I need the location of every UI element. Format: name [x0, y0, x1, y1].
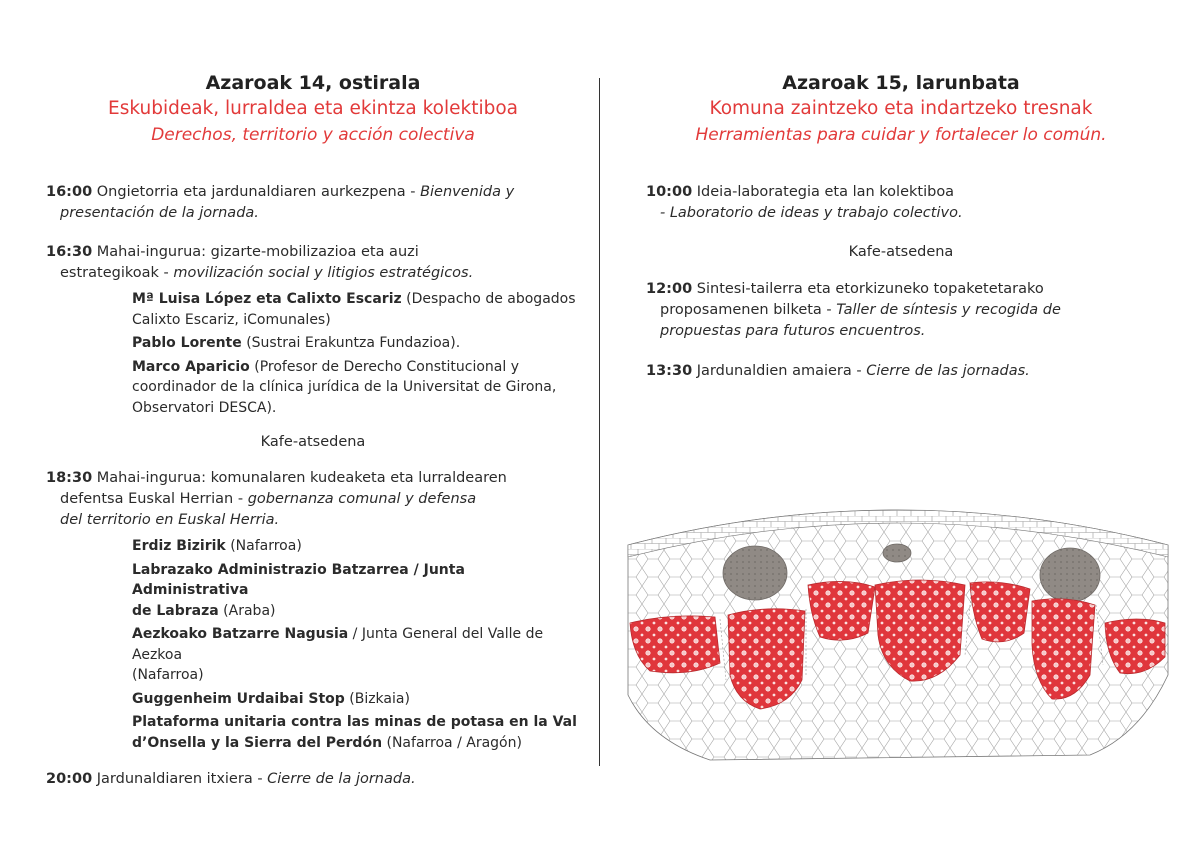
session-1000 — [646, 182, 1156, 224]
day-1-date: Azaroak 14, ostirala — [205, 72, 421, 94]
session-1830-speakers — [132, 536, 580, 753]
session-text-es: Bienvenida y — [420, 184, 515, 200]
speaker: Mª Luisa López eta Calixto Escariz (Despacho de abogados Calixto Escariz, iComunales) — [132, 291, 576, 328]
session-text-es-cont: propuestas para futuros encuentros. — [660, 323, 926, 339]
session-text-eu-cont: proposamenen bilketa - — [660, 302, 837, 318]
day-1-title-basque: Eskubideak, lurraldea eta ekintza kolektiboa — [108, 98, 518, 119]
session-time: 12:00 — [646, 281, 693, 297]
day-1-title-spanish: Derechos, territorio y acción colectiva — [151, 125, 475, 145]
speaker: Labrazako Administrazio Batzarrea / Junta Administrativa de Labraza (Araba) — [132, 561, 465, 619]
session-text-es: - Laboratorio de ideas y trabajo colectivo. — [660, 205, 963, 221]
session-text-eu: Mahai-ingurua: komunalaren kudeaketa eta lurraldearen — [92, 470, 507, 486]
day-2-title-basque: Komuna zaintzeko eta indartzeko tresnak — [709, 98, 1093, 119]
day-2-title-spanish: Herramientas para cuidar y fortalecer lo común. — [695, 125, 1107, 145]
speaker: Marco Aparicio (Profesor de Derecho Constitucional y coordinador de la clínica jurídica de la Universitat de Girona, Observatori DESCA). — [132, 358, 557, 416]
session-text-eu-cont: estrategikoak - — [60, 265, 174, 281]
session-text-es: movilización social y litigios estratégicos. — [173, 265, 474, 281]
session-1600 — [46, 182, 580, 224]
session-1630-speakers — [132, 289, 580, 418]
speaker: Guggenheim Urdaibai Stop (Bizkaia) — [132, 690, 410, 707]
session-text-es: gobernanza comunal y defensa — [247, 491, 477, 507]
session-text-es: Cierre de las jornadas. — [866, 363, 1030, 379]
session-text-es-cont: presentación de la jornada. — [60, 205, 259, 221]
session-text-eu: Ideia-laborategia eta lan kolektiboa — [692, 184, 955, 200]
session-text-es: Cierre de la jornada. — [267, 771, 416, 787]
day-2-date: Azaroak 15, larunbata — [782, 72, 1020, 94]
day-2-header — [646, 70, 1156, 148]
session-time: 20:00 — [46, 771, 93, 787]
session-time: 16:00 — [46, 184, 93, 200]
session-text-eu: Ongietorria eta jardunaldiaren aurkezpena - — [92, 184, 421, 200]
session-text-eu: Mahai-ingurua: gizarte-mobilizazioa eta auzi — [92, 244, 419, 260]
day-1-column — [46, 70, 580, 790]
speaker: Aezkoako Batzarre Nagusia / Junta General del Valle de Aezkoa (Nafarroa) — [132, 626, 544, 683]
coffee-break: Kafe-atsedena — [848, 244, 954, 260]
session-time: 18:30 — [46, 470, 93, 486]
plant-tissue-cross-section-icon — [620, 505, 1175, 767]
session-text-eu: Jardunaldien amaiera - — [692, 363, 867, 379]
session-text-es-cont: del territorio en Euskal Herria. — [60, 512, 280, 528]
plant-tissue-illustration — [620, 505, 1175, 771]
session-1630 — [46, 242, 580, 284]
session-text-eu: Jardunaldiaren itxiera - — [92, 771, 268, 787]
day-2-column — [646, 70, 1156, 382]
speaker: Erdiz Bizirik (Nafarroa) — [132, 538, 302, 554]
session-1330 — [646, 361, 1156, 382]
session-1200 — [646, 279, 1156, 342]
session-time: 10:00 — [646, 184, 693, 200]
day-1-header — [46, 70, 580, 148]
session-text-eu-cont: defentsa Euskal Herrian - — [60, 491, 248, 507]
session-time: 13:30 — [646, 363, 693, 379]
session-text-es: Taller de síntesis y recogida de — [836, 302, 1061, 318]
column-divider — [599, 78, 600, 766]
speaker: Pablo Lorente (Sustrai Erakuntza Fundazioa). — [132, 335, 461, 351]
session-text-eu: Sintesi-tailerra eta etorkizuneko topaketetarako — [692, 281, 1044, 297]
coffee-break: Kafe-atsedena — [260, 434, 366, 450]
session-time: 16:30 — [46, 244, 93, 260]
session-1830 — [46, 468, 580, 531]
session-2000 — [46, 769, 580, 790]
speaker: Plataforma unitaria contra las minas de potasa en la Val d’Onsella y la Sierra del Perdón (Nafarroa / Aragón) — [132, 714, 577, 751]
